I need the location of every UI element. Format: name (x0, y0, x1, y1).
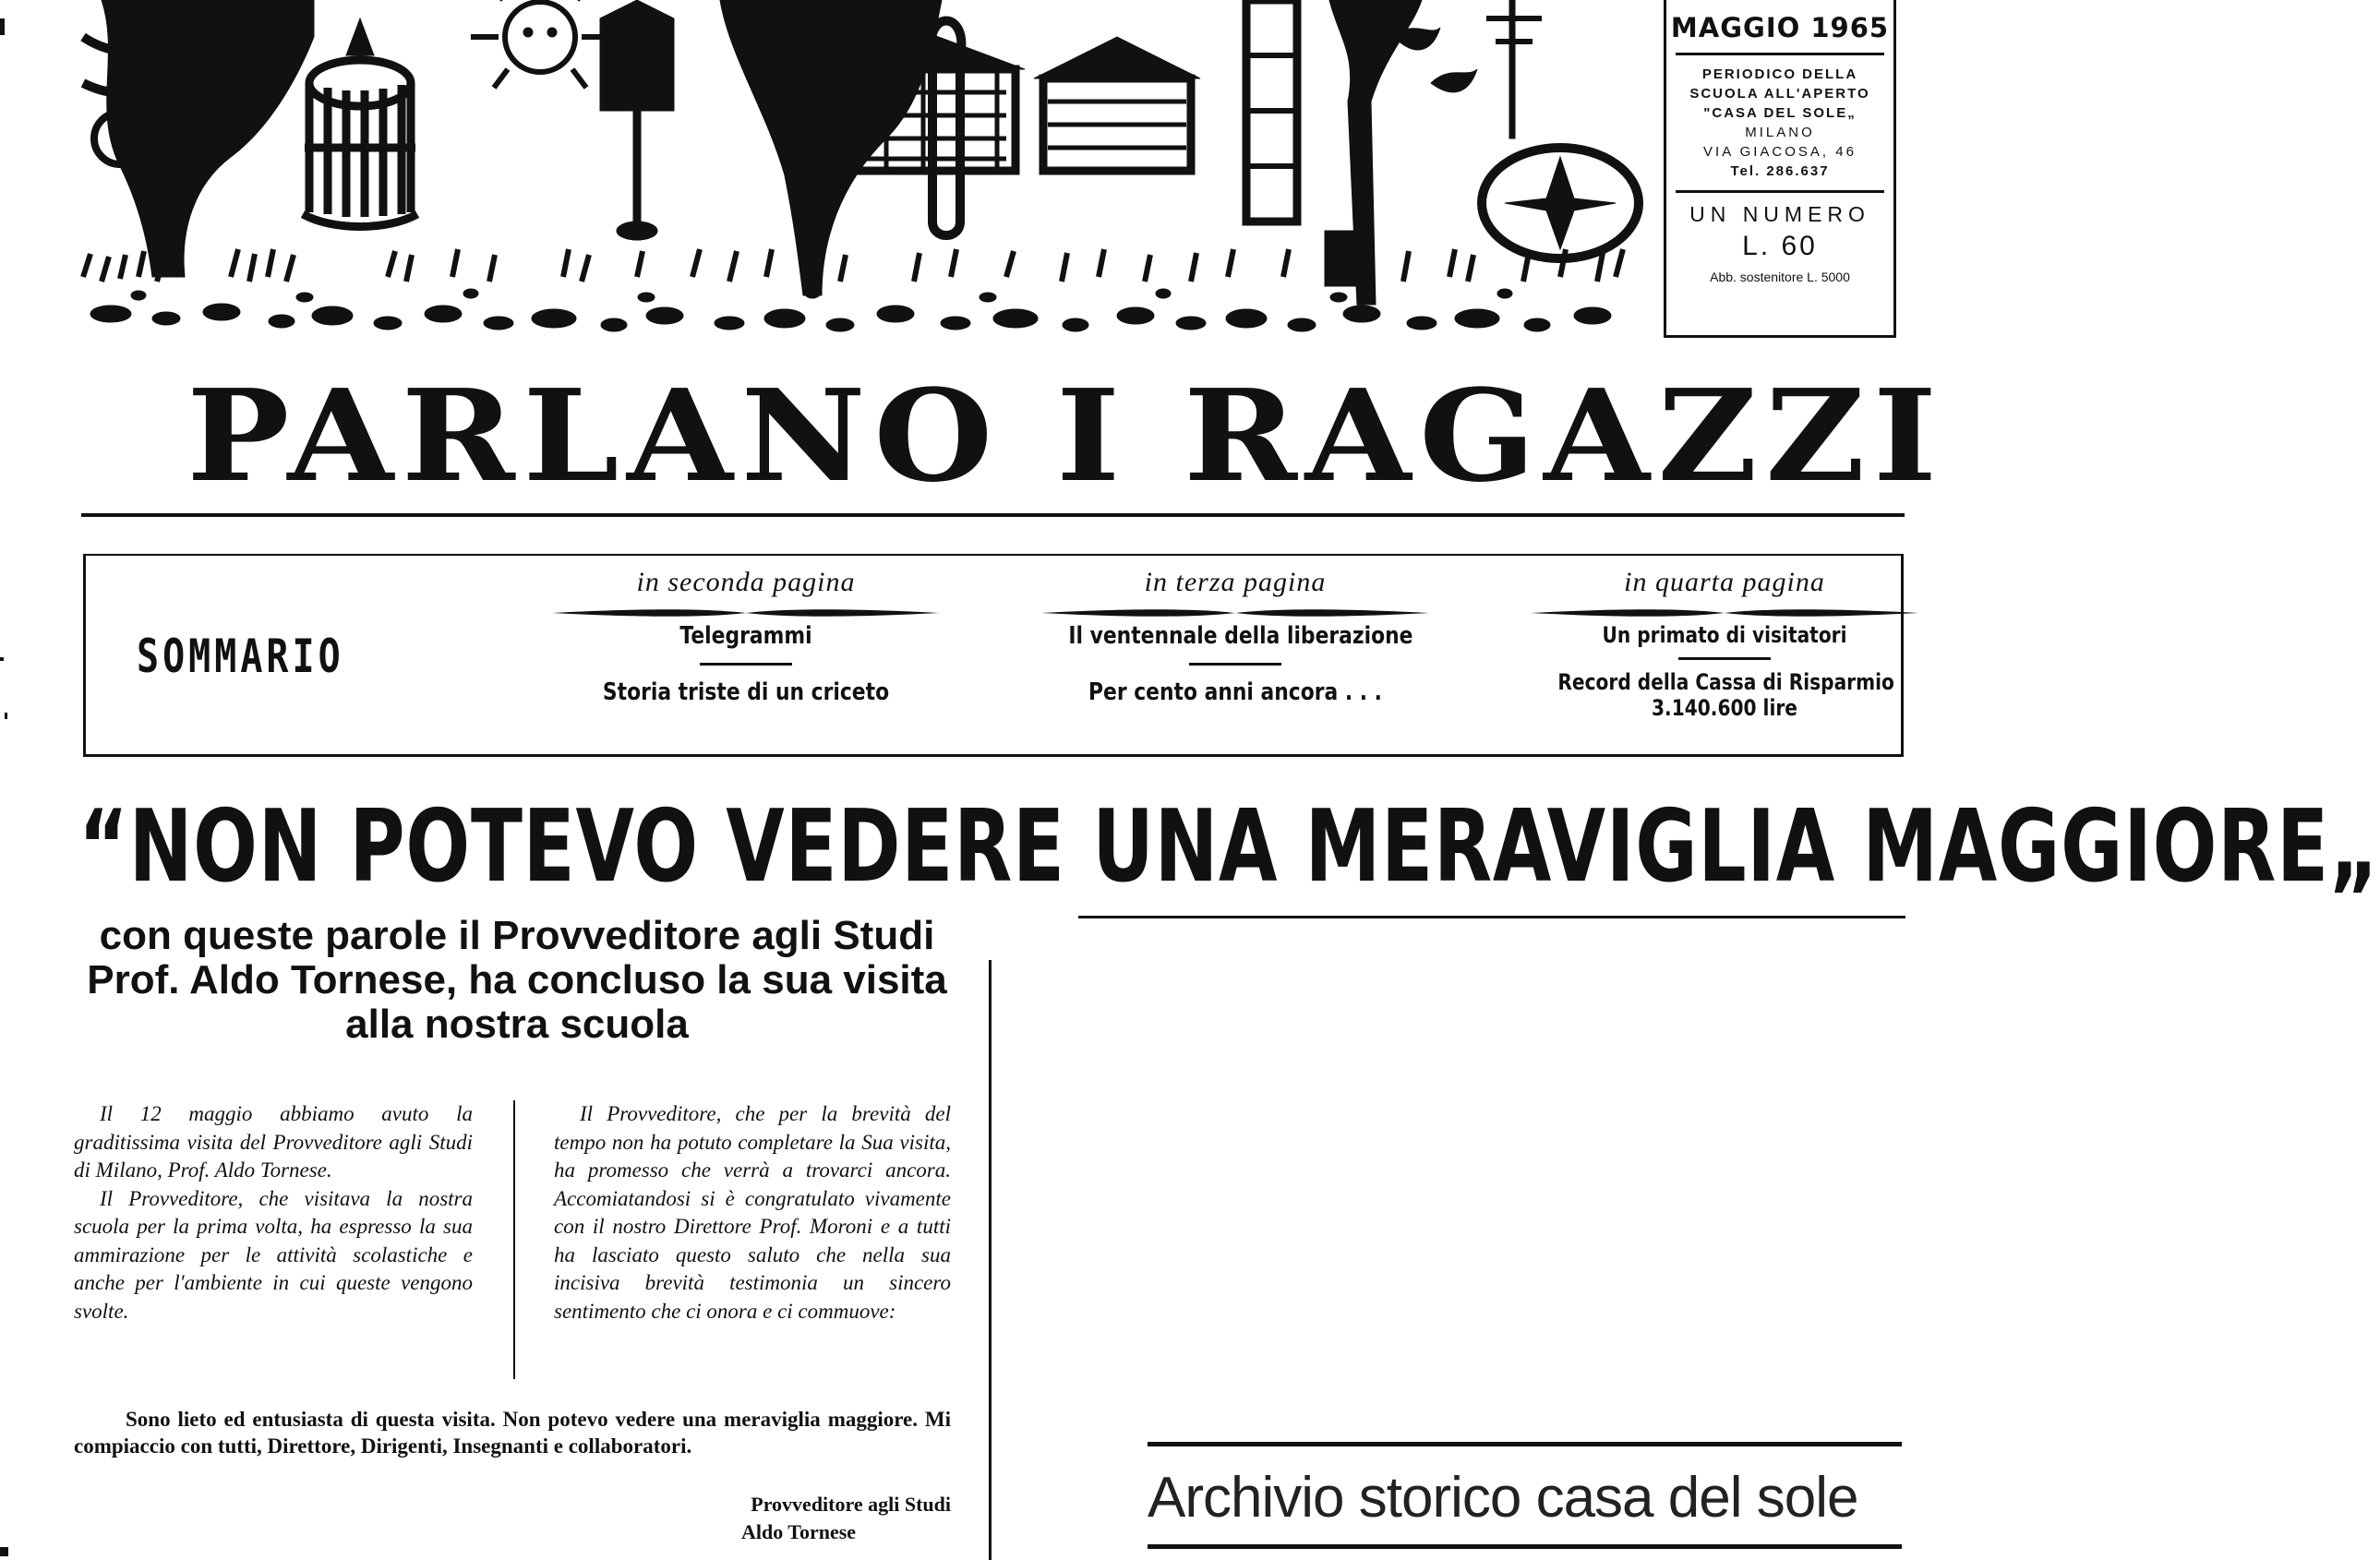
sub-headline: con queste parole il Provveditore agli Studi Prof. Aldo Tornese, ha concluso la sua visita alla nostra scuola (87, 913, 947, 1047)
info-line-city: MILANO (1745, 125, 1815, 140)
sommario-item-divider (700, 663, 792, 666)
archive-watermark: Archivio storico casa del sole (1148, 1466, 1858, 1530)
sommario-column-heading: in quarta pagina (1624, 567, 1825, 597)
signature-name: Aldo Tornese (740, 1520, 857, 1543)
sommario-item-divider (1189, 663, 1281, 666)
newspaper-title: PARLANO I RAGAZZI (186, 362, 1945, 510)
signature-block (646, 1491, 951, 1546)
scan-speck (0, 657, 4, 661)
subscription-price: Abb. sostenitore L. 5000 (1710, 270, 1850, 284)
scan-speck (0, 18, 5, 35)
sommario-label: SOMMARIO (137, 630, 344, 683)
headline-rule (1078, 916, 1905, 918)
ornament-swash-icon (547, 604, 944, 622)
sommario-column-heading: in seconda pagina (636, 567, 856, 597)
issue-date: MAGGIO 1965 (1670, 12, 1890, 43)
main-headline: “NON POTEVO VEDERE UNA MERAVIGLIA MAGGIORE„ (78, 789, 2380, 905)
sommario-item: Un primato di visitatori (1602, 622, 1847, 648)
sommario-column-page-4 (1526, 567, 1923, 721)
issue-info-box (1664, 0, 1896, 338)
column-divider (513, 1100, 515, 1379)
provveditore-quote: Sono lieto ed entusiasta di questa visita. Non potevo vedere una meraviglia maggiore. Mi compiaccio con tutti, Direttore, Dirigenti, Insegnanti e collaboratori. (74, 1408, 951, 1458)
title-rule (81, 513, 1905, 517)
info-line-periodico: PERIODICO DELLA (1701, 66, 1858, 82)
sommario-column-page-3 (1037, 567, 1434, 706)
article-paragraph: Il Provveditore, che per la brevità del tempo non ha potuto completare la Sua visita, ha promesso che verrà a trovarci ancora. Accomiatandosi si è congratulato vivamente con il nostro Direttore Prof. Moroni e a tutti ha lasciato questo saluto che nella sua incisiva brevità testimonia un sincero sentimento che ci onora e ci commuove: (554, 1102, 951, 1323)
info-line-casa: "CASA DEL SOLE„ (1703, 105, 1857, 121)
scan-speck (0, 1547, 8, 1556)
article-paragraph: Il 12 maggio abbiamo avuto la graditissima visita del Provveditore agli Studi di Milano, Prof. Aldo Tornese. (74, 1102, 473, 1182)
info-line-scuola: SCUOLA ALL'APERTO (1689, 86, 1870, 102)
sommario-item: 3.140.600 lire (1652, 695, 1797, 721)
signature-role: Provveditore agli Studi (751, 1493, 951, 1516)
sommario-box (83, 554, 1904, 757)
info-divider (1676, 53, 1884, 55)
sommario-item-divider (1678, 657, 1771, 660)
sommario-item: Per cento anni ancora . . . (1088, 678, 1382, 706)
sommario-column-heading: in terza pagina (1144, 567, 1327, 597)
sommario-column-page-2 (547, 567, 944, 706)
issue-numero-label: UN NUMERO (1689, 202, 1870, 226)
sommario-item: Telegrammi (679, 622, 812, 650)
article-column-left (74, 1100, 473, 1326)
ornament-swash-icon (1037, 604, 1434, 622)
sommario-item: Record della Cassa di Risparmio (1557, 669, 1894, 695)
article-paragraph: Il Provveditore, che visitava la nostra scuola per la prima volta, ha espresso la sua ammirazione per le attività scolastiche e anche per l'ambiente in cui queste vengono svolte. (74, 1186, 473, 1323)
info-divider (1676, 190, 1884, 193)
issue-price: L. 60 (1742, 231, 1818, 261)
article-column-right (554, 1100, 951, 1326)
watermark-rule-bottom (1148, 1544, 1902, 1549)
info-line-address: VIA GIACOSA, 46 (1703, 144, 1857, 160)
masthead-illustration (83, 0, 1639, 346)
watermark-rule-top (1148, 1442, 1902, 1446)
ornament-swash-icon (1526, 604, 1923, 622)
info-line-phone: Tel. 286.637 (1730, 163, 1830, 179)
scan-speck (5, 713, 7, 719)
column-divider (989, 960, 992, 1560)
sommario-item: Storia triste di un criceto (602, 678, 890, 706)
sommario-item: Il ventennale della liberazione (1068, 622, 1413, 650)
